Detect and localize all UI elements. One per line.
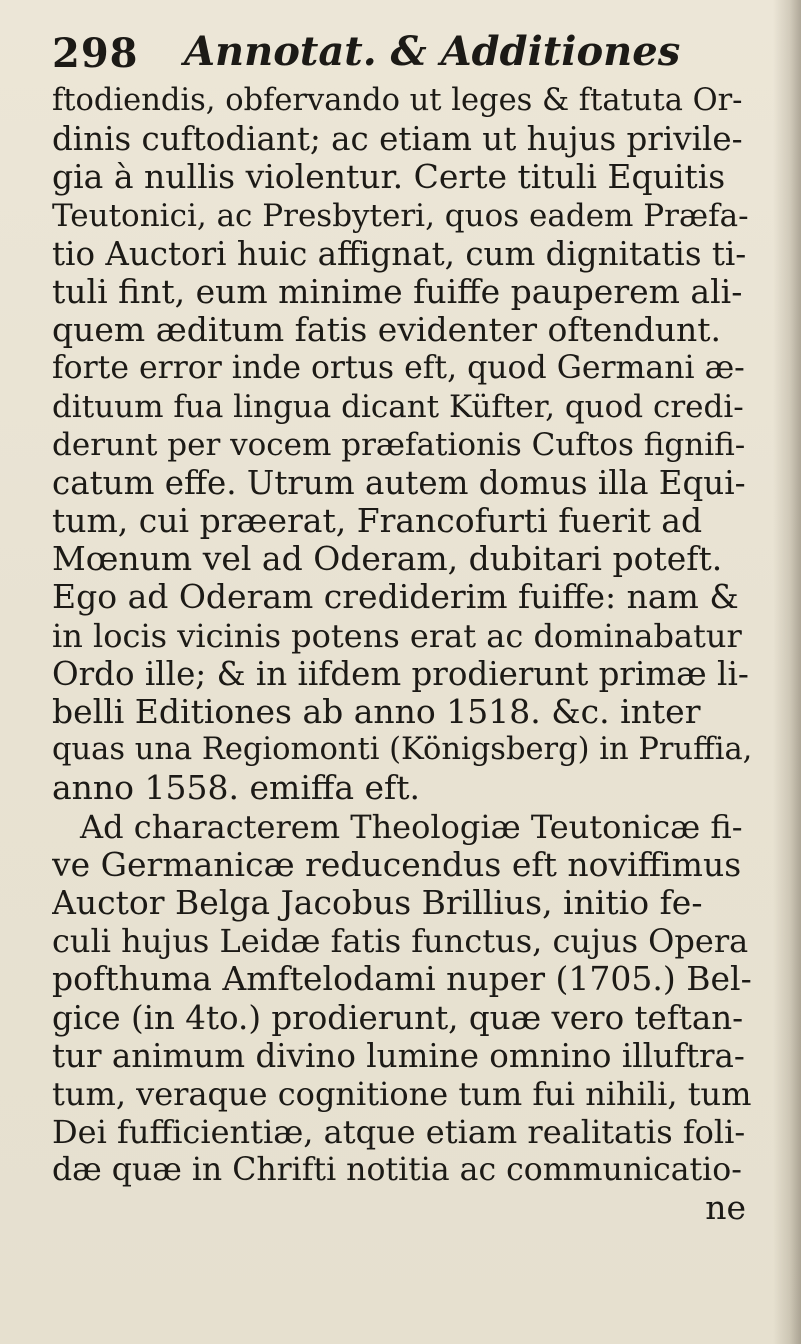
text-line: tur animum divino lumine omnino illuftra- xyxy=(52,1036,745,1075)
page-number: 298 xyxy=(52,30,139,77)
running-title: Annotat. & Additiones xyxy=(184,28,681,75)
text-line: in locis vicinis potens erat ac dominabatur xyxy=(52,616,742,655)
text-line: gia à nullis violentur. Certe tituli Equitis xyxy=(52,158,726,197)
text-line: gice (in 4to.) prodierunt, quæ vero teftan- xyxy=(52,998,744,1037)
text-line: Ordo ille; & in iifdem prodierunt primæ li- xyxy=(52,654,749,693)
text-line: catum effe. Utrum autem domus illa Equi- xyxy=(52,463,746,502)
text-line: belli Editiones ab anno 1518. &c. inter xyxy=(52,693,701,731)
text-line: tum, veraque cognitione tum fui nihili, tum xyxy=(52,1074,752,1113)
text-line: dinis cuftodiant; ac etiam ut hujus privile- xyxy=(52,120,743,159)
text-line: tuli fint, eum minime fuiffe pauperem ali- xyxy=(52,272,743,311)
text-line: quas una Regiomonti (Königsberg) in Pruffia, xyxy=(52,732,752,768)
text-line: ftodiendis, obfervando ut leges & ftatuta Or- xyxy=(52,83,743,118)
catchword: ne xyxy=(705,1189,746,1228)
text-line: culi hujus Leidæ fatis functus, cujus Opera xyxy=(52,922,749,961)
text-line: quem æditum fatis evidenter oftendunt. xyxy=(52,311,722,350)
page-header xyxy=(52,20,752,80)
text-line: dituum fua lingua dicant Küfter, quod credi- xyxy=(52,388,744,425)
text-line: anno 1558. emiffa eft. xyxy=(52,769,420,808)
text-line: Dei fufficientiæ, atque etiam realitatis foli- xyxy=(52,1113,746,1152)
body-text xyxy=(52,82,752,1228)
paragraph-start-line: Ad characterem Theologiæ Teutonicæ fi- xyxy=(80,807,743,846)
text-line: derunt per vocem præfationis Cuftos fignifi- xyxy=(52,426,746,463)
text-line: Ego ad Oderam crediderim fuiffe: nam & xyxy=(52,578,739,617)
text-line: Auctor Belga Jacobus Brillius, initio fe- xyxy=(52,883,703,922)
text-line: tio Auctori huic affignat, cum dignitatis ti- xyxy=(52,234,747,273)
text-line: tum, cui præerat, Francofurti fuerit ad xyxy=(52,502,703,541)
page-gutter-shadow xyxy=(773,0,801,1344)
text-line: forte error inde ortus eft, quod Germani æ- xyxy=(52,350,745,387)
text-line: Mœnum vel ad Oderam, dubitari poteft. xyxy=(52,540,723,579)
text-line: dæ quæ in Chrifti notitia ac communicatio- xyxy=(52,1152,742,1189)
text-line: ve Germanicæ reducendus eft noviffimus xyxy=(52,845,742,884)
text-line: pofthuma Amftelodami nuper (1705.) Bel- xyxy=(52,960,752,999)
text-line: Teutonici, ac Presbyteri, quos eadem Præfa- xyxy=(52,197,749,234)
